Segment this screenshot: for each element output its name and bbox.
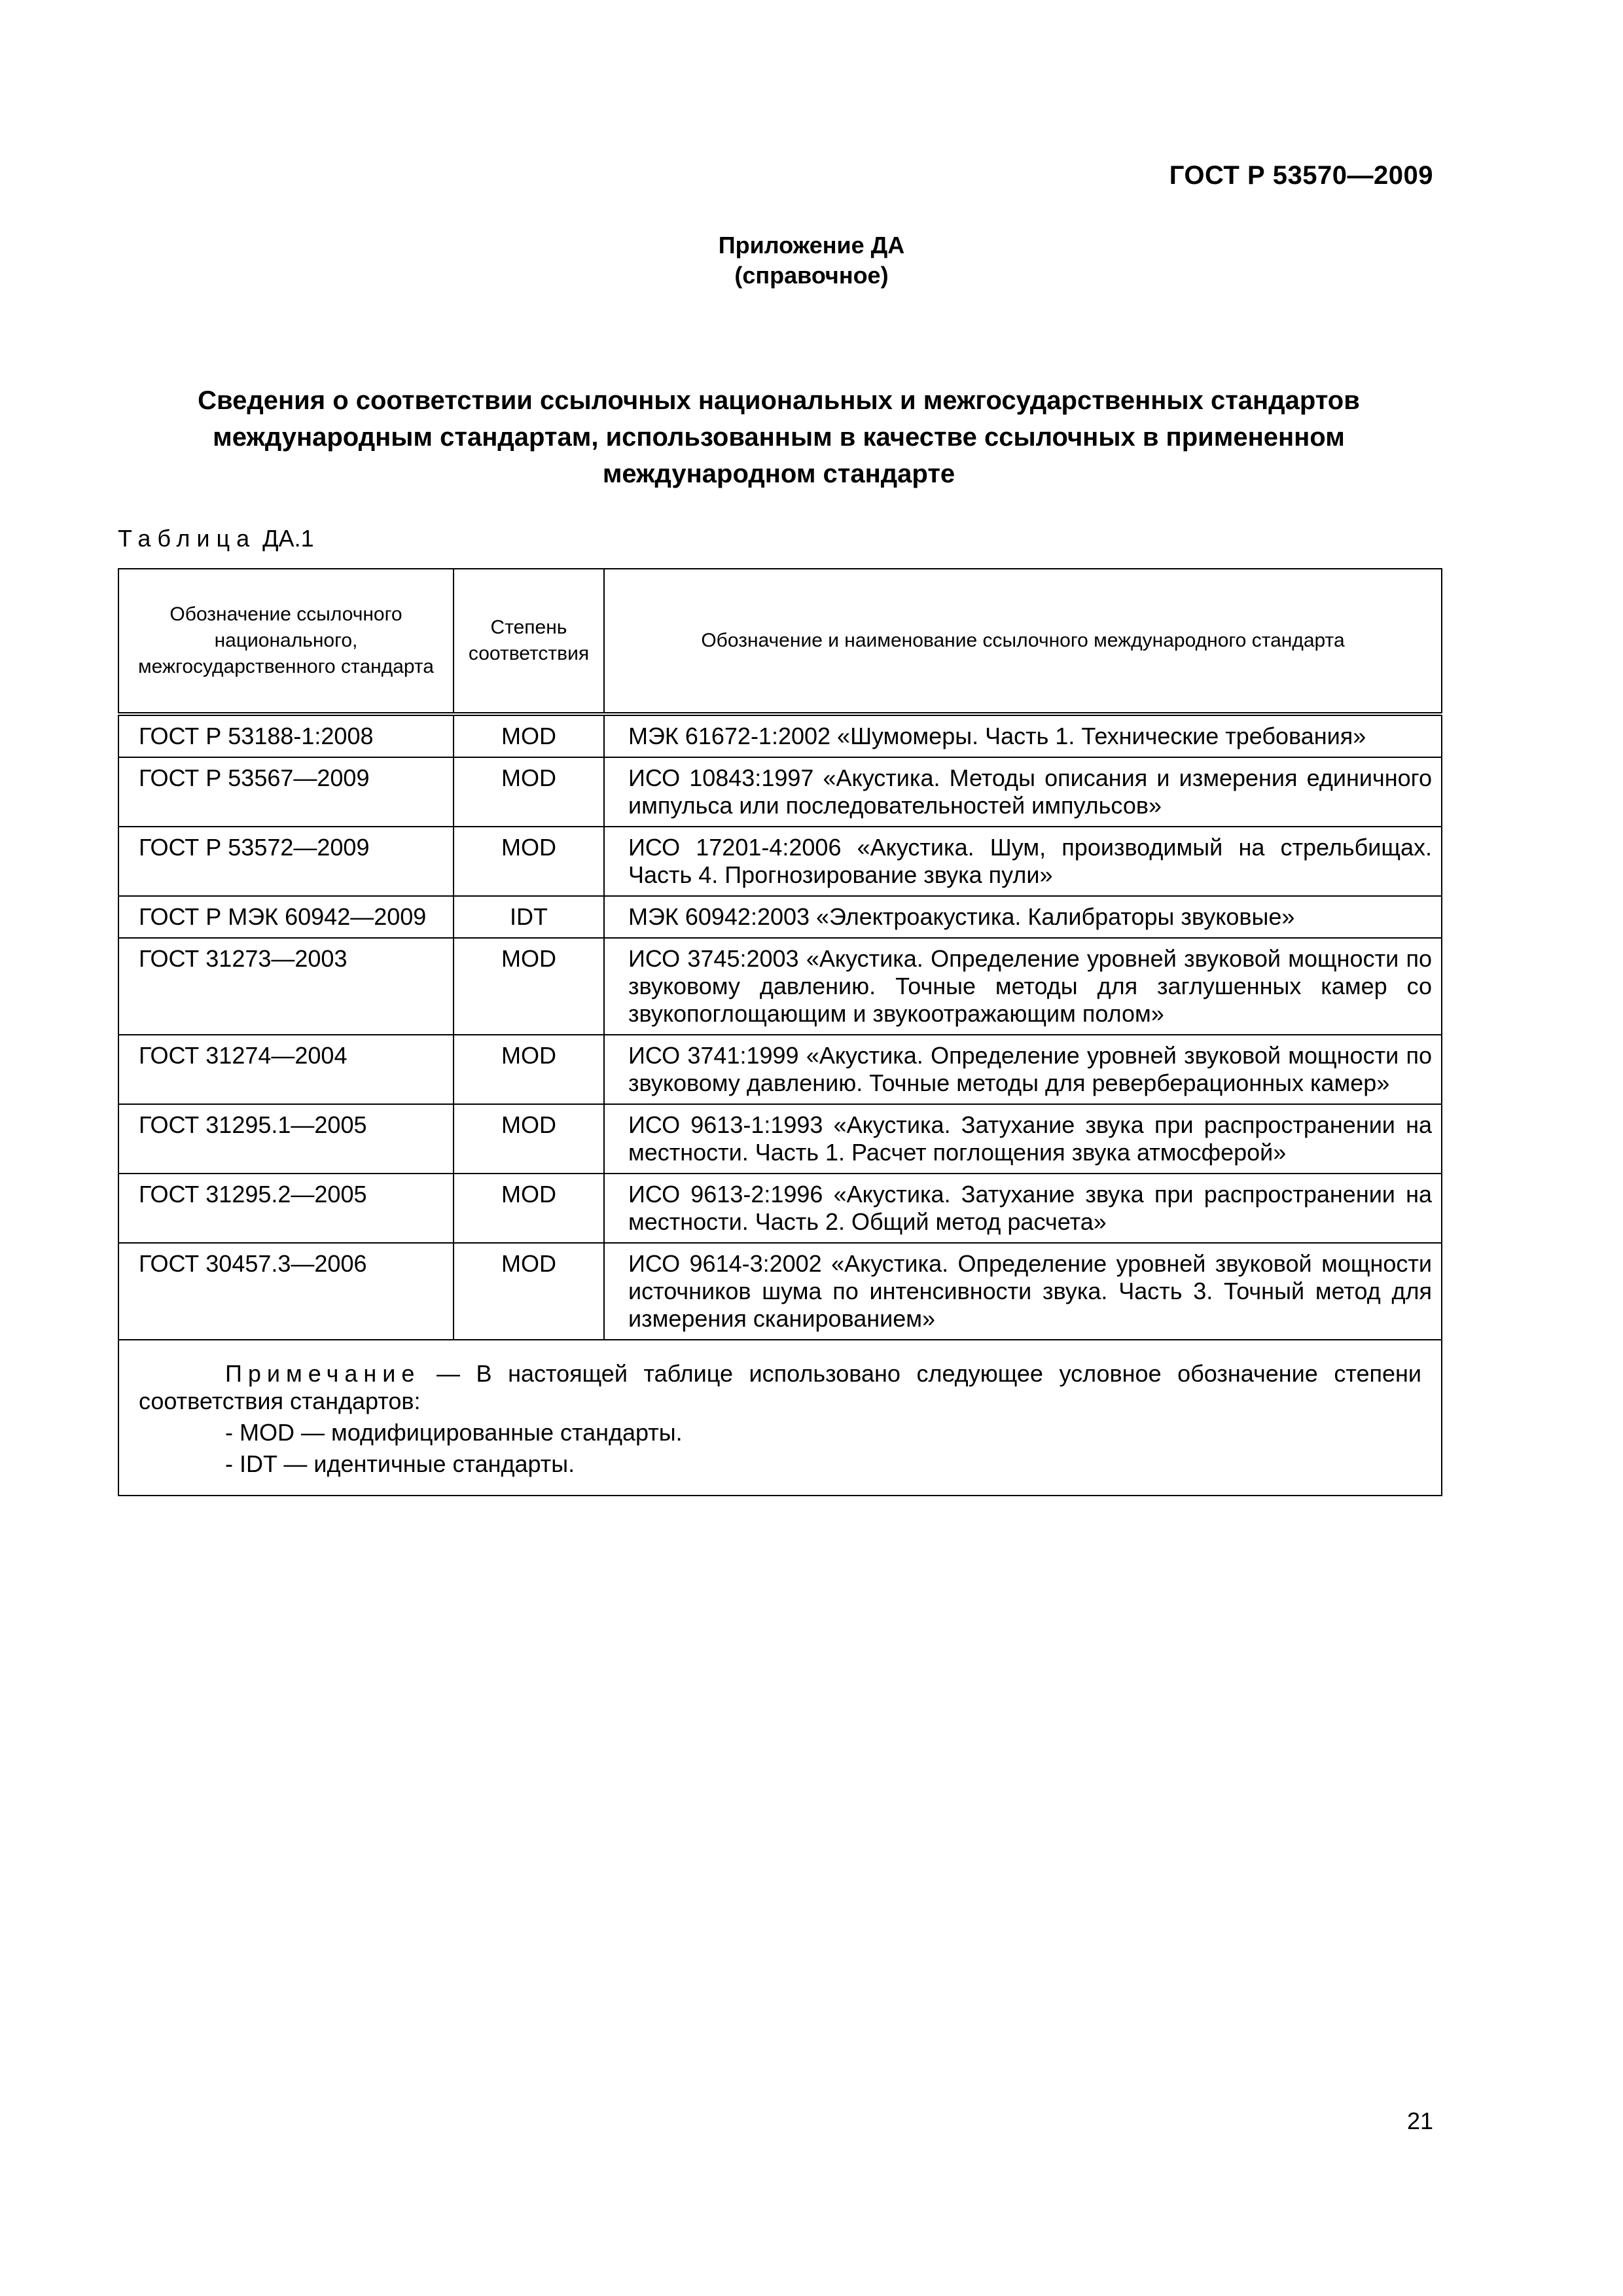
note-item-mod: - MOD — модифицированные стандарты.: [225, 1419, 683, 1446]
header-international-standard: Обозначение и наименование ссылочного международного стандарта: [604, 569, 1442, 714]
table-label-word: Таблица: [118, 525, 257, 552]
note-body: — В настоящей таблице использовано следующее условное обозначение степени соответствия стандартов:: [139, 1360, 1421, 1414]
note-item-idt: - IDT — идентичные стандарты.: [225, 1450, 575, 1477]
table-note-row: [118, 1340, 1442, 1496]
section-title: [118, 382, 1440, 492]
degree-cell: MOD: [454, 1104, 604, 1174]
degree-cell: MOD: [454, 1243, 604, 1340]
note-label: Примечание: [225, 1360, 421, 1387]
document-code: ГОСТ Р 53570—2009: [1169, 161, 1433, 190]
international-standard-cell: ИСО 9613-1:1993 «Акустика. Затухание звука при распространении на местности. Часть 1. Расчет поглощения звука атмосферой»: [604, 1104, 1442, 1174]
table-row: [118, 1035, 1442, 1104]
degree-cell: MOD: [454, 714, 604, 757]
national-standard-cell: ГОСТ 30457.3—2006: [118, 1243, 454, 1340]
international-standard-cell: ИСО 3741:1999 «Акустика. Определение уровней звуковой мощности по звуковому давлению. Точные методы для реверберационных камер»: [604, 1035, 1442, 1104]
table-row: [118, 1174, 1442, 1243]
appendix-title: Приложение ДА: [718, 232, 905, 259]
national-standard-cell: ГОСТ 31274—2004: [118, 1035, 454, 1104]
national-standard-cell: ГОСТ 31295.1—2005: [118, 1104, 454, 1174]
international-standard-cell: МЭК 60942:2003 «Электроакустика. Калибраторы звуковые»: [604, 896, 1442, 938]
page-number: 21: [1406, 2108, 1433, 2134]
national-standard-cell: ГОСТ Р 53567—2009: [118, 757, 454, 827]
table-row: [118, 714, 1442, 757]
appendix-subtitle: (справочное): [734, 262, 889, 289]
reference-table: [118, 568, 1442, 1496]
section-title-line-1: Сведения о соответствии ссылочных национальных и межгосударственных стандартов: [198, 386, 1360, 415]
degree-cell: IDT: [454, 896, 604, 938]
national-standard-cell: ГОСТ 31273—2003: [118, 938, 454, 1035]
national-standard-cell: ГОСТ Р 53572—2009: [118, 827, 454, 896]
table-label: [118, 525, 314, 552]
table-header-row: [118, 569, 1442, 714]
table-note: [118, 1340, 1442, 1496]
international-standard-cell: ИСО 3745:2003 «Акустика. Определение уровней звуковой мощности по звуковому давлению. Точные методы для заглушенных камер со звукопоглощающим и звукоотражающим полом»: [604, 938, 1442, 1035]
table-row: [118, 1243, 1442, 1340]
international-standard-cell: ИСО 9614-3:2002 «Акустика. Определение уровней звуковой мощности источников шума по интенсивности звука. Часть 3. Точный метод для измерения сканированием»: [604, 1243, 1442, 1340]
header-degree: Степень соответствия: [454, 569, 604, 714]
table-row: [118, 896, 1442, 938]
degree-cell: MOD: [454, 757, 604, 827]
table-row: [118, 1104, 1442, 1174]
national-standard-cell: ГОСТ Р МЭК 60942—2009: [118, 896, 454, 938]
appendix-heading: [0, 230, 1623, 291]
note-text: [139, 1360, 1421, 1415]
table-row: [118, 757, 1442, 827]
table-label-number: ДА.1: [262, 525, 314, 552]
section-title-line-3: международном стандарте: [602, 459, 955, 488]
international-standard-cell: МЭК 61672-1:2002 «Шумомеры. Часть 1. Технические требования»: [604, 714, 1442, 757]
national-standard-cell: ГОСТ 31295.2—2005: [118, 1174, 454, 1243]
national-standard-cell: ГОСТ Р 53188-1:2008: [118, 714, 454, 757]
degree-cell: MOD: [454, 1174, 604, 1243]
section-title-line-2: международным стандартам, использованным в качестве ссылочных в примененном: [213, 423, 1345, 452]
header-national-standard: Обозначение ссылочного национального, межгосударственного стандарта: [118, 569, 454, 714]
table-row: [118, 938, 1442, 1035]
international-standard-cell: ИСО 9613-2:1996 «Акустика. Затухание звука при распространении на местности. Часть 2. Общий метод расчета»: [604, 1174, 1442, 1243]
degree-cell: MOD: [454, 938, 604, 1035]
table-row: [118, 827, 1442, 896]
degree-cell: MOD: [454, 827, 604, 896]
degree-cell: MOD: [454, 1035, 604, 1104]
international-standard-cell: ИСО 17201-4:2006 «Акустика. Шум, производимый на стрельбищах. Часть 4. Прогнозирование звука пули»: [604, 827, 1442, 896]
international-standard-cell: ИСО 10843:1997 «Акустика. Методы описания и измерения единичного импульса или последовательностей импульсов»: [604, 757, 1442, 827]
